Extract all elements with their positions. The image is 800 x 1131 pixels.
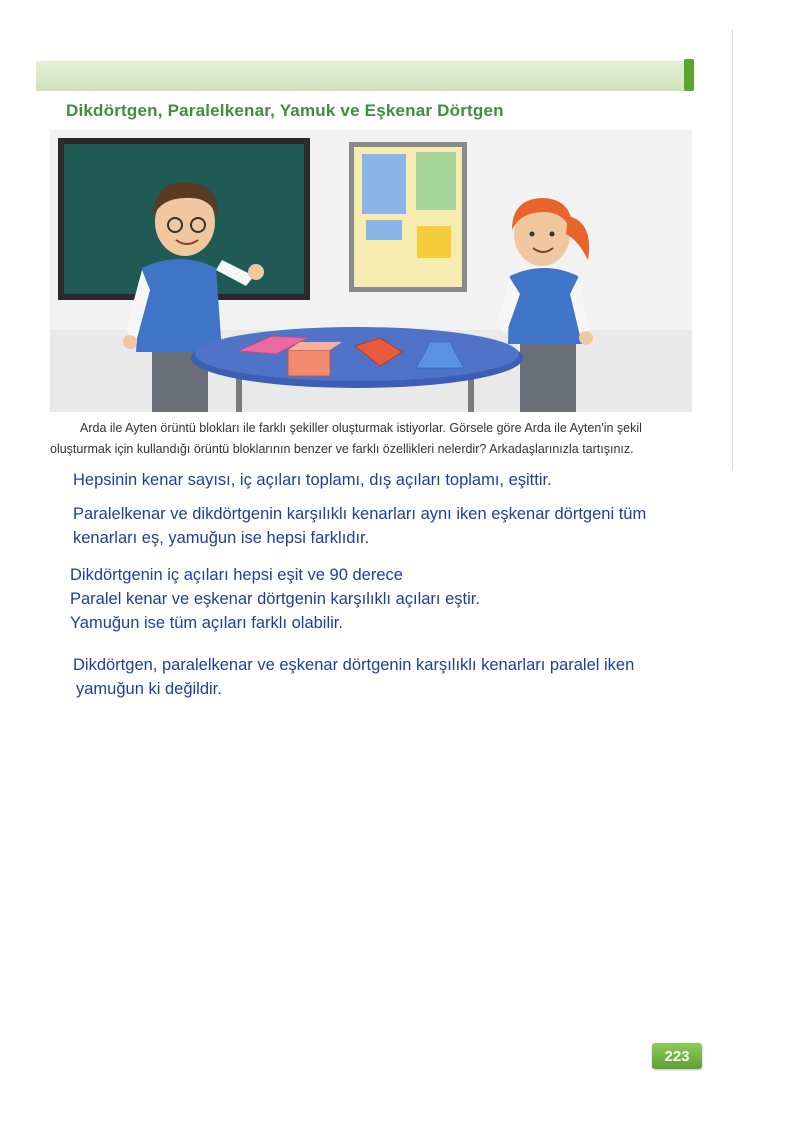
bulletin-board — [349, 142, 467, 292]
answer-3 — [70, 563, 480, 635]
answer-3-line-3: Yamuğun ise tüm açıları farklı olabilir. — [70, 614, 343, 632]
answer-2-line-2: kenarları eş, yamuğun ise hepsi farklıdır. — [73, 529, 370, 547]
caption-line-2: oluşturmak için kullandığı örüntü bloklarının benzer ve farklı özellikleri nelerdir? Arkadaşlarınızla tartışınız. — [50, 442, 634, 456]
answer-2 — [73, 502, 646, 550]
caption-line-1: Arda ile Ayten örüntü blokları ile farklı şekiller oluşturmak istiyorlar. Görsele göre Arda ile Ayten'in şekil — [80, 421, 642, 435]
page-number: 223 — [652, 1043, 702, 1069]
section-title: Dikdörtgen, Paralelkenar, Yamuk ve Eşkenar Dörtgen — [66, 101, 504, 120]
answer-4 — [73, 653, 634, 701]
answer-4-line-1: Dikdörtgen, paralelkenar ve eşkenar dörtgenin karşılıklı kenarları paralel iken — [73, 656, 635, 674]
answer-1-line-1: Hepsinin kenar sayısı, iç açıları toplamı, dış açıları toplamı, eşittir. — [73, 471, 552, 489]
caption — [50, 418, 710, 460]
answer-2-line-1: Paralelkenar ve dikdörtgenin karşılıklı kenarları aynı iken eşkenar dörtgeni tüm — [73, 505, 647, 523]
header-bar — [36, 61, 688, 91]
answer-4-line-2: yamuğun ki değildir. — [76, 680, 222, 698]
answer-1 — [73, 468, 552, 492]
answer-3-line-1: Dikdörtgenin iç açıları hepsi eşit ve 90 derece — [70, 566, 403, 584]
header-tab — [684, 59, 694, 91]
page-edge — [732, 30, 739, 470]
classroom-illustration — [50, 130, 692, 412]
answer-3-line-2: Paralel kenar ve eşkenar dörtgenin karşılıklı açıları eştir. — [70, 590, 480, 608]
